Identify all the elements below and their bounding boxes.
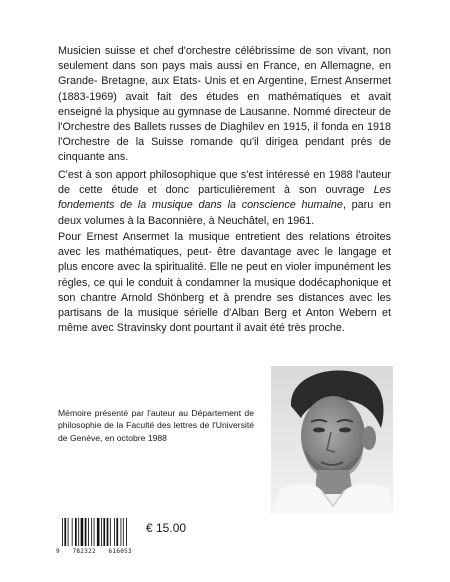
isbn-barcode	[56, 518, 132, 564]
music-philosophy-paragraph: Pour Ernest Ansermet la musique entretient des relations étroites avec les mathématiques, peut- être davantage avec le langage et plus encore avec la spiritualité. Elle ne peut en violer impunément les règles, ce qui le conduit à condamner la musique dodécaphonique et son chantre Arnold Shönberg et à prendre ses distances avec les partisans de la musique sérielle d'Alban Berg et Anton Webern et même avec Stravinsky dont pourtant il avait été très proche.	[58, 231, 391, 335]
barcode-first-digit: 9	[56, 548, 60, 555]
barcode-group-2: 616053	[108, 548, 132, 555]
study-paragraph	[58, 168, 391, 229]
thesis-caption: Mémoire présenté par l'auteur au Département de philosophie de la Faculté des lettres de l'Université de Genève, en octobre 1988	[58, 408, 254, 443]
barcode-group-1: 782322	[72, 548, 96, 555]
study-text-after: , paru en deux volumes à la Baconnière, à Neuchâtel, en 1961.	[58, 199, 391, 227]
intro-paragraph: Musicien suisse et chef d'orchestre célébrissime de son vivant, non seulement dans son pays mais aussi en France, en Allemagne, en Grande- Bretagne, aux Etats- Unis et en Argentine, Ernest Ansermet (1883-1969) avait fait des études en mathématiques et avait enseigné la physique au gymnase de Lausanne. Nommé directeur de l'Orchestre des Ballets russes de Diaghilev en 1915, il fonda en 1918 l'Orchestre de la Suisse romande qu'il dirigea pendant près de cinquante ans.	[58, 45, 391, 164]
author-photo	[271, 366, 393, 514]
book-title: Les fondements de la musique dans la conscience humaine	[58, 184, 391, 212]
barcode-digits	[56, 548, 132, 555]
study-text-before: C'est à son apport philosophique que s'est intéressé en 1988 l'auteur de cette étude et donc particulièrement à son ouvrage	[58, 169, 391, 197]
price-label: € 15.00	[146, 521, 187, 535]
